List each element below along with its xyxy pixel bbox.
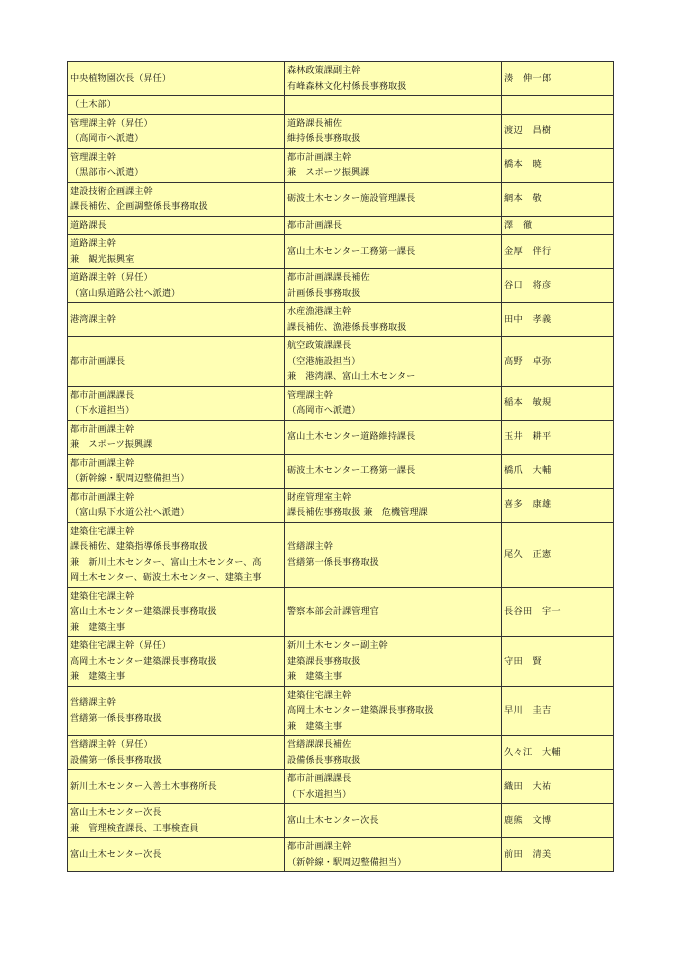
new-post-cell: 新川土木センター入善土木事務所長 (68, 770, 285, 804)
table-row (68, 686, 614, 736)
new-post-cell: 富山土木センター次長 兼 管理検査課長、工事検査員 (68, 804, 285, 838)
name-cell: 早川 圭吉 (502, 686, 614, 736)
name-cell: 織田 大祐 (502, 770, 614, 804)
new-post-cell: 都市計画課主幹 （新幹線・駅周辺整備担当） (68, 454, 285, 488)
old-post-cell: 財産管理室主幹 課長補佐事務取扱 兼 危機管理課 (285, 488, 502, 522)
old-post-cell: 道路課長補佐 維持係長事務取扱 (285, 114, 502, 148)
new-post-cell: 道路課長 (68, 216, 285, 235)
new-post-cell: 都市計画課主幹 兼 スポーツ振興課 (68, 420, 285, 454)
table-row (68, 804, 614, 838)
new-post-cell: 建築住宅課主幹 課長補佐、建築指導係長事務取扱 兼 新川土木センター、富山土木センター、高 岡土木センター、砺波土木センター、建築主事 (68, 522, 285, 587)
name-cell (502, 96, 614, 115)
table-row (68, 182, 614, 216)
old-post-cell: 富山土木センター工務第一課長 (285, 235, 502, 269)
new-post-cell: 道路課主幹 兼 観光振興室 (68, 235, 285, 269)
name-cell: 田中 孝義 (502, 303, 614, 337)
old-post-cell: 営繕課主幹 営繕第一係長事務取扱 (285, 522, 502, 587)
table-row (68, 637, 614, 687)
new-post-cell: 港湾課主幹 (68, 303, 285, 337)
table-row (68, 148, 614, 182)
personnel-table-body (68, 62, 614, 872)
table-row (68, 303, 614, 337)
table-row (68, 420, 614, 454)
table-row (68, 522, 614, 587)
table-row (68, 269, 614, 303)
old-post-cell: 航空政策課課長 （空港施設担当） 兼 港湾課、富山土木センター (285, 337, 502, 387)
name-cell: 橋爪 大輔 (502, 454, 614, 488)
old-post-cell: 都市計画課課長 （下水道担当） (285, 770, 502, 804)
old-post-cell: 新川土木センター副主幹 建築課長事務取扱 兼 建築主事 (285, 637, 502, 687)
old-post-cell: 都市計画課主幹 （新幹線・駅周辺整備担当） (285, 838, 502, 872)
name-cell: 網本 敬 (502, 182, 614, 216)
old-post-cell: 管理課主幹 （高岡市へ派遣） (285, 386, 502, 420)
name-cell: 久々江 大輔 (502, 736, 614, 770)
table-row (68, 736, 614, 770)
old-post-cell: 砺波土木センター工務第一課長 (285, 454, 502, 488)
new-post-cell: 建設技術企画課主幹 課長補佐、企画調整係長事務取扱 (68, 182, 285, 216)
name-cell: 尾久 正憲 (502, 522, 614, 587)
name-cell: 玉井 耕平 (502, 420, 614, 454)
table-row (68, 587, 614, 637)
name-cell: 長谷田 宇一 (502, 587, 614, 637)
personnel-table (67, 61, 614, 872)
new-post-cell: 道路課主幹（昇任） （富山県道路公社へ派遣） (68, 269, 285, 303)
name-cell: 谷口 将彦 (502, 269, 614, 303)
name-cell: 稲本 敏規 (502, 386, 614, 420)
table-row (68, 454, 614, 488)
name-cell: 湊 伸一郎 (502, 62, 614, 96)
old-post-cell: 営繕課課長補佐 設備係長事務取扱 (285, 736, 502, 770)
new-post-cell: 都市計画課主幹 （富山県下水道公社へ派遣） (68, 488, 285, 522)
table-row (68, 96, 614, 115)
new-post-cell: 都市計画課長 (68, 337, 285, 387)
old-post-cell (285, 96, 502, 115)
table-row (68, 770, 614, 804)
name-cell: 鹿熊 文博 (502, 804, 614, 838)
old-post-cell: 水産漁港課主幹 課長補佐、漁港係長事務取扱 (285, 303, 502, 337)
new-post-cell: 都市計画課課長 （下水道担当） (68, 386, 285, 420)
old-post-cell: 都市計画課長 (285, 216, 502, 235)
old-post-cell: 都市計画課課長補佐 計画係長事務取扱 (285, 269, 502, 303)
name-cell: 喜多 康雄 (502, 488, 614, 522)
name-cell: 澤 徹 (502, 216, 614, 235)
name-cell: 守田 賢 (502, 637, 614, 687)
table-row (68, 114, 614, 148)
old-post-cell: 富山土木センター次長 (285, 804, 502, 838)
name-cell: 渡辺 昌樹 (502, 114, 614, 148)
old-post-cell: 警察本部会計課管理官 (285, 587, 502, 637)
new-post-cell: 管理課主幹 （黒部市へ派遣） (68, 148, 285, 182)
table-row (68, 337, 614, 387)
new-post-cell: 建築住宅課主幹（昇任） 高岡土木センター建築課長事務取扱 兼 建築主事 (68, 637, 285, 687)
new-post-cell: 営繕課主幹（昇任） 設備第一係長事務取扱 (68, 736, 285, 770)
name-cell: 高野 卓弥 (502, 337, 614, 387)
table-row (68, 386, 614, 420)
name-cell: 金厚 伴行 (502, 235, 614, 269)
new-post-cell: 建築住宅課主幹 富山土木センター建築課長事務取扱 兼 建築主事 (68, 587, 285, 637)
table-row (68, 488, 614, 522)
old-post-cell: 富山土木センター道路維持課長 (285, 420, 502, 454)
table-row (68, 62, 614, 96)
name-cell: 前田 清美 (502, 838, 614, 872)
table-row (68, 838, 614, 872)
old-post-cell: 森林政策課副主幹 有峰森林文化村係長事務取扱 (285, 62, 502, 96)
old-post-cell: 建築住宅課主幹 高岡土木センター建築課長事務取扱 兼 建築主事 (285, 686, 502, 736)
old-post-cell: 砺波土木センター施設管理課長 (285, 182, 502, 216)
table-row (68, 216, 614, 235)
new-post-cell: （土木部） (68, 96, 285, 115)
new-post-cell: 中央植物園次長（昇任） (68, 62, 285, 96)
new-post-cell: 営繕課主幹 営繕第一係長事務取扱 (68, 686, 285, 736)
new-post-cell: 富山土木センター次長 (68, 838, 285, 872)
old-post-cell: 都市計画課主幹 兼 スポーツ振興課 (285, 148, 502, 182)
name-cell: 橋本 暁 (502, 148, 614, 182)
new-post-cell: 管理課主幹（昇任） （高岡市へ派遣） (68, 114, 285, 148)
table-row (68, 235, 614, 269)
